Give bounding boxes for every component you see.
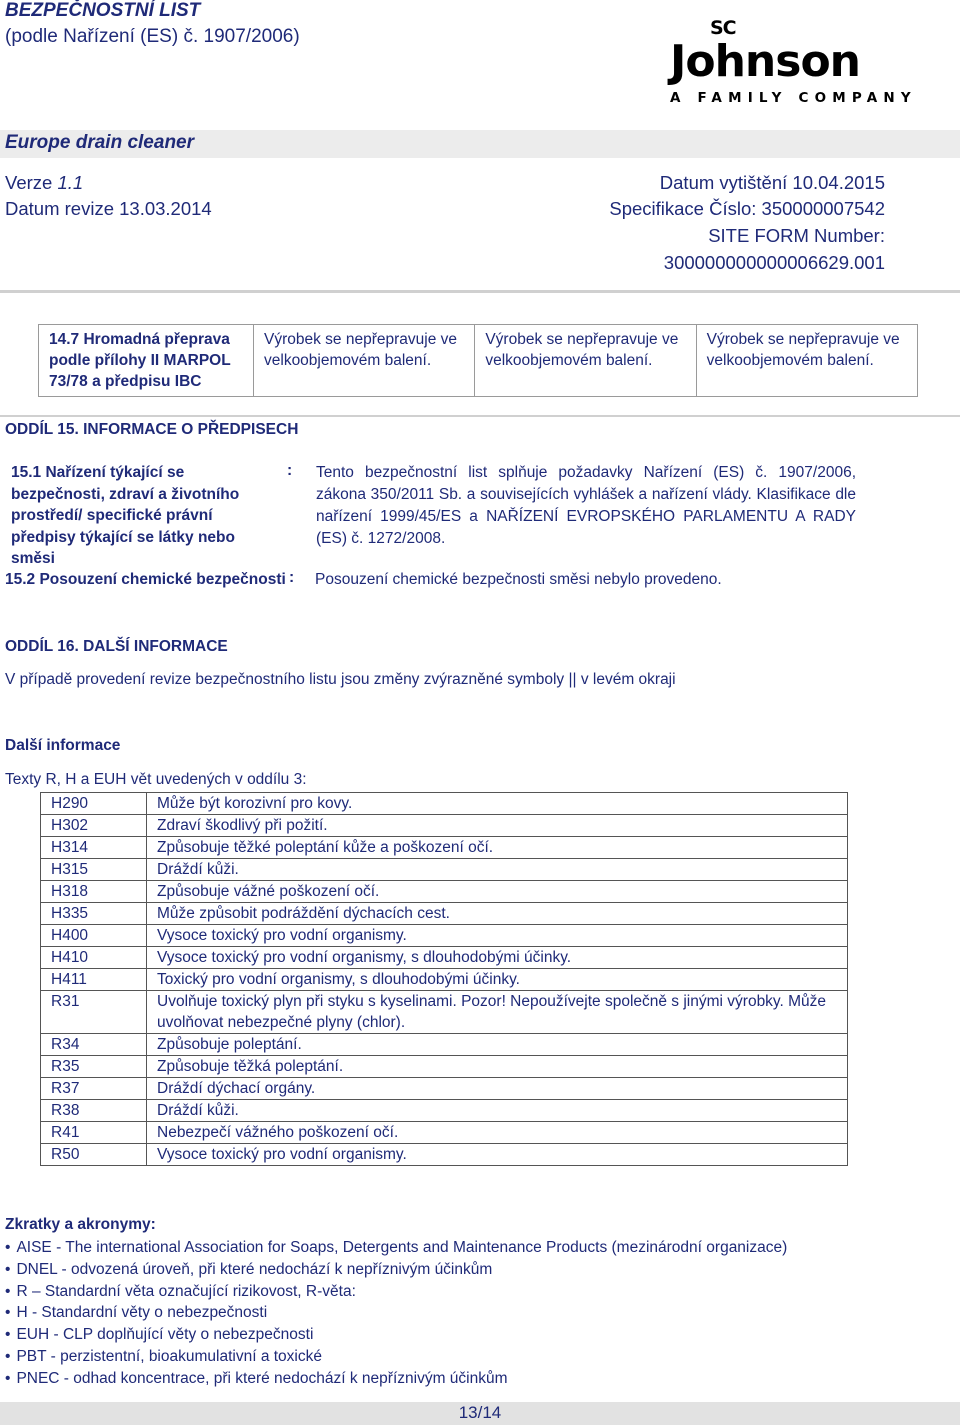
texts-intro: Texty R, H a EUH vět uvedených v oddílu 3:: [5, 771, 307, 788]
scj-logo-icon: [668, 8, 917, 108]
section15-title: ODDÍL 15. INFORMACE O PŘEDPISECH: [5, 421, 299, 438]
section-separator: [0, 415, 960, 417]
list-item: • PBT - perzistentní, bioakumulativní a toxické: [5, 1346, 787, 1368]
section16-title: ODDÍL 16. DALŠÍ INFORMACE: [5, 638, 228, 655]
table-row: [41, 815, 848, 837]
phrase-code: H314: [41, 837, 147, 859]
table-row: [41, 793, 848, 815]
version-line: [5, 172, 83, 194]
table-row: [41, 1056, 848, 1078]
phrase-text: Vysoce toxický pro vodní organismy, s dlouhodobými účinky.: [147, 947, 848, 969]
table-row: [41, 859, 848, 881]
phrase-text: Způsobuje vážné poškození očí.: [147, 881, 848, 903]
document-title: BEZPEČNOSTNÍ LIST: [5, 0, 201, 21]
table-row: [41, 991, 848, 1034]
phrase-code: H400: [41, 925, 147, 947]
phrase-text: Toxický pro vodní organismy, s dlouhodobými účinky.: [147, 969, 848, 991]
phrase-code: R34: [41, 1034, 147, 1056]
phrase-code: H315: [41, 859, 147, 881]
phrase-code: R31: [41, 991, 147, 1034]
phrases-table: [40, 792, 848, 1166]
phrase-text: Může být korozivní pro kovy.: [147, 793, 848, 815]
phrase-text: Může způsobit podráždění dýchacích cest.: [147, 903, 848, 925]
table-row: [41, 881, 848, 903]
reg-item1-text: Tento bezpečnostní list splňuje požadavky Nařízení (ES) č. 1907/2006, zákona 350/2011 Sb. a souvisejících vyhlášek a nařízení vlády. Klasifikace dle nařízení 1999/45/ES a NAŘÍZENÍ EVROPSKÉHO PARLAMENTU A RADY (ES) č. 1272/2008.: [316, 464, 856, 547]
logo-tagline-text: A FAMILY COMPANY: [670, 90, 917, 106]
phrase-text: Uvolňuje toxický plyn při styku s kyselinami. Pozor! Nepoužívejte společně s jinými výrobky. Může uvolňovat nebezpečné plyny (chlor).: [147, 991, 848, 1034]
table-row: [41, 1122, 848, 1144]
logo-main-text: Johnson: [670, 36, 860, 87]
phrase-code: R37: [41, 1078, 147, 1100]
phrase-code: R50: [41, 1144, 147, 1166]
phrase-code: R41: [41, 1122, 147, 1144]
table-row: [41, 837, 848, 859]
reg-item1-label: 15.1 Nařízení týkající se bezpečnosti, zdraví a životního prostředí/ specifické právní předpisy týkající se látky nebo směsi: [11, 464, 240, 567]
version-value: 1.1: [57, 172, 84, 193]
phrase-code: H302: [41, 815, 147, 837]
product-name: Europe drain cleaner: [5, 132, 195, 153]
reg-item2-label: 15.2 Posouzení chemické bezpečnosti: [5, 571, 286, 588]
table-row: [41, 903, 848, 925]
table-row: [41, 1100, 848, 1122]
logo-sc-text: SC: [710, 17, 736, 39]
revision-note: V případě provedení revize bezpečnostního listu jsou změny zvýrazněné symboly || v levém okraji: [5, 671, 676, 688]
table-row: [41, 1078, 848, 1100]
list-item: • PNEC - odhad koncentrace, při které nedochází k nepříznivým účinkům: [5, 1368, 787, 1390]
phrase-text: Nebezpečí vážného poškození očí.: [147, 1122, 848, 1144]
table-row: [39, 325, 918, 397]
phrase-code: H290: [41, 793, 147, 815]
list-item: • H - Standardní věty o nebezpečnosti: [5, 1302, 787, 1324]
more-info-title: Další informace: [5, 737, 121, 754]
phrase-code: H318: [41, 881, 147, 903]
site-form-label: SITE FORM Number:: [708, 225, 885, 246]
transport-cell-1: Výrobek se nepřepravuje ve velkoobjemovém balení.: [254, 325, 475, 397]
document-subtitle: (podle Nařízení (ES) č. 1907/2006): [5, 26, 300, 47]
abbr-title: Zkratky a akronymy:: [5, 1216, 156, 1233]
abbr-list: [5, 1237, 787, 1390]
phrase-text: Vysoce toxický pro vodní organismy.: [147, 925, 848, 947]
table-row: [41, 1034, 848, 1056]
phrase-text: Dráždí kůži.: [147, 859, 848, 881]
phrase-text: Způsobuje poleptání.: [147, 1034, 848, 1056]
version-label: Verze: [5, 172, 53, 193]
list-item: • DNEL - odvozená úroveň, při které nedochází k nepříznivým účinkům: [5, 1259, 787, 1281]
revision-date: Datum revize 13.03.2014: [5, 198, 212, 219]
table-row: [41, 925, 848, 947]
spec-number: Specifikace Číslo: 350000007542: [609, 198, 885, 219]
phrase-code: R38: [41, 1100, 147, 1122]
phrase-code: H411: [41, 969, 147, 991]
transport-table: [38, 324, 918, 397]
phrase-text: Způsobuje těžká poleptání.: [147, 1056, 848, 1078]
list-item: • EUH - CLP doplňující věty o nebezpečnosti: [5, 1324, 787, 1346]
phrase-text: Vysoce toxický pro vodní organismy.: [147, 1144, 848, 1166]
company-logo: [668, 8, 917, 108]
transport-label: 14.7 Hromadná přeprava podle přílohy II MARPOL 73/78 a předpisu IBC: [39, 325, 254, 397]
header-separator: [0, 290, 960, 293]
transport-cell-2: Výrobek se nepřepravuje ve velkoobjemovém balení.: [475, 325, 696, 397]
phrase-code: H335: [41, 903, 147, 925]
phrase-text: Dráždí kůži.: [147, 1100, 848, 1122]
phrases-body: [41, 793, 848, 1166]
print-date: Datum vytištění 10.04.2015: [659, 172, 885, 193]
phrase-text: Zdraví škodlivý při požití.: [147, 815, 848, 837]
phrase-text: Způsobuje těžké poleptání kůže a poškození očí.: [147, 837, 848, 859]
table-row: [41, 1144, 848, 1166]
table-row: [41, 947, 848, 969]
table-row: [41, 969, 848, 991]
list-item: • R – Standardní věta označující rizikovost, R-věta:: [5, 1281, 787, 1303]
reg-item1-colon: :: [287, 462, 293, 479]
phrase-code: R35: [41, 1056, 147, 1078]
phrase-code: H410: [41, 947, 147, 969]
reg-item2-text: Posouzení chemické bezpečnosti směsi nebylo provedeno.: [315, 571, 722, 588]
page-number: 13/14: [458, 1403, 502, 1422]
reg-item2-colon: :: [289, 569, 295, 586]
phrase-text: Dráždí dýchací orgány.: [147, 1078, 848, 1100]
list-item: • AISE - The international Association for Soaps, Detergents and Maintenance Products (mezinárodní organizace): [5, 1237, 787, 1259]
transport-cell-3: Výrobek se nepřepravuje ve velkoobjemovém balení.: [696, 325, 917, 397]
site-form-number: 300000000000006629.001: [663, 252, 885, 273]
